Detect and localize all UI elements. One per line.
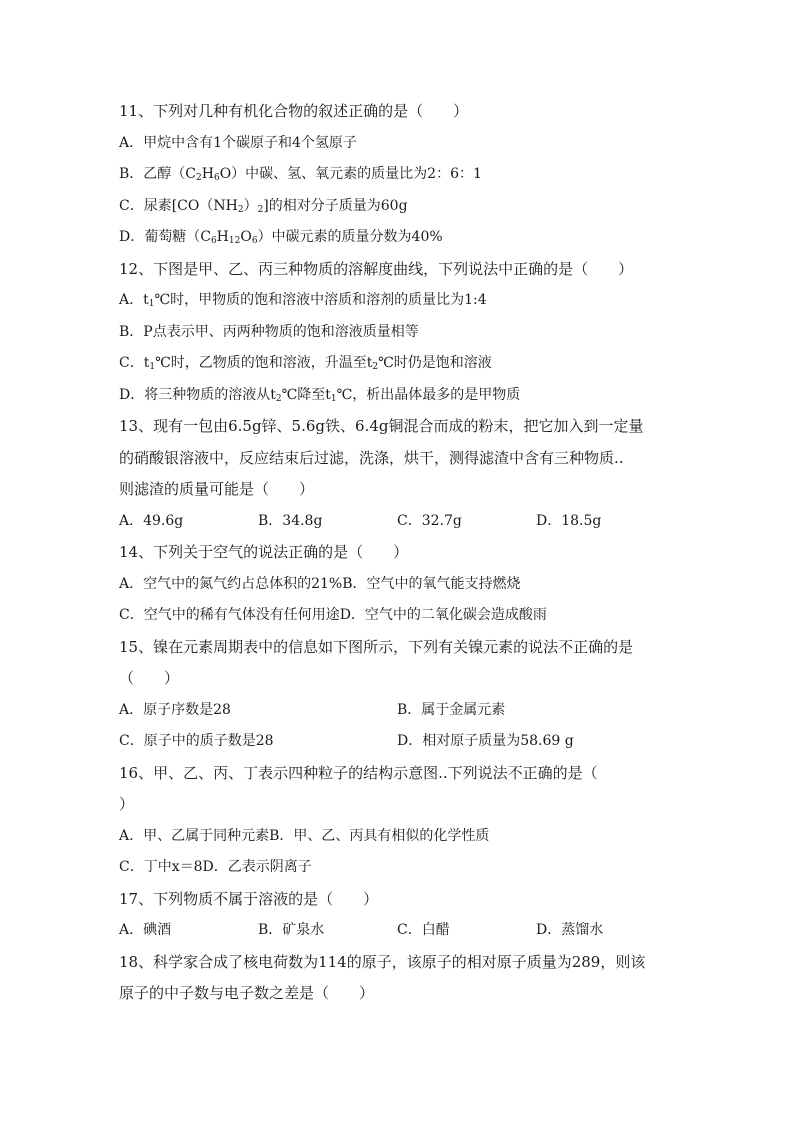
q15-option-d: D．相对原子质量为58.69 g: [397, 733, 574, 749]
q17-option-a: A．碘酒: [119, 922, 172, 938]
q13-stem-line2: 的硝酸银溶液中，反应结束后过滤，洗涤，烘干，测得滤渣中含有三种物质..: [119, 448, 624, 467]
q17-option-b: B．矿泉水: [258, 922, 325, 938]
q13-stem-line3: 则滤渣的质量可能是（ ）: [119, 480, 315, 498]
q18-stem-line1: 18、科学家合成了核电荷数为114的原子，该原子的相对原子质量为289，则该: [119, 952, 646, 971]
q13-option-c: C．32.7g: [397, 512, 462, 529]
question-page: [119, 96, 679, 1010]
q13-option-a: A．49.6g: [119, 512, 184, 529]
q11-option-c: C．尿素$[CO(NH_2)_2]$的相对分子质量为60g: [119, 197, 408, 215]
q12-option-c: C．$t_1℃$时，乙物质的饱和溶液，升温至$t_2℃$时仍是饱和溶液: [119, 355, 492, 372]
q15-option-a: A．原子序数是28: [119, 701, 231, 718]
q16-options-cd: C．丁中x＝8D．乙表示阴离子: [119, 859, 312, 875]
q15-option-b: B．属于金属元素: [397, 701, 506, 718]
q16-stem-line2: ）: [119, 795, 135, 813]
q13-option-d: D．18.5g: [536, 512, 602, 529]
q16-options-ab: A．甲、乙属于同种元素B．甲、乙、丙具有相似的化学性质: [119, 827, 490, 844]
q12-option-a: A．$t_1℃$时，甲物质的饱和溶液中溶质和溶剂的质量比为1:4: [119, 292, 487, 309]
q18-stem-line2: 原子的中子数与电子数之差是（ ）: [119, 984, 375, 1002]
q15-options-row2: [119, 726, 679, 758]
q12-option-b: B．P点表示甲、丙两种物质的饱和溶液质量相等: [119, 323, 419, 340]
q16-stem-line1: 16、甲、乙、丙、丁表示四种粒子的结构示意图..下列说法不正确的是（: [119, 763, 598, 782]
q15-option-c: C．原子中的质子数是28: [119, 733, 274, 749]
q11-stem: 11、下列对几种有机化合物的叙述正确的是（ ）: [119, 102, 469, 120]
q11-option-d: D．葡萄糖$(C_6H_{12}O_6)$中碳元素的质量分数为40%: [119, 229, 443, 246]
q11-option-a: A．甲烷中含有1个碳原子和4个氢原子: [119, 134, 357, 151]
q17-stem: 17、下列物质不属于溶液的是（ ）: [119, 889, 379, 908]
q17-option-d: D．蒸馏水: [536, 922, 604, 938]
q15-options-row1: [119, 695, 679, 727]
q12-option-d: D．将三种物质的溶液从$t_2℃$降至$t_1℃$，析出晶体最多的是甲物质: [119, 386, 521, 404]
q14-options-ab: A．空气中的氮气约占总体积的21%B．空气中的氧气能支持燃烧: [119, 575, 521, 592]
q12-stem: 12、下图是甲、乙、丙三种物质的溶解度曲线，下列说法中正确的是（ ）: [119, 259, 634, 278]
q15-stem-line2: （ ）: [119, 669, 180, 687]
q13-stem-line1: 13、现有一包由6.5g锌、5.6g铁、6.4g铜混合而成的粉末，把它加入到一定量: [119, 417, 644, 435]
q11-option-b: B．乙醇$(C_2H_6O)$中碳、氢、氧元素的质量比为2：6：1: [119, 166, 482, 183]
q13-option-b: B．34.8g: [258, 512, 323, 529]
q17-option-c: C．白醋: [397, 922, 450, 938]
q14-options-cd: C．空气中的稀有气体没有任何用途D．空气中的二氧化碳会造成酸雨: [119, 607, 547, 623]
q13-options: [119, 506, 679, 538]
q17-options: [119, 915, 679, 947]
q15-stem-line1: 15、镍在元素周期表中的信息如下图所示，下列有关镍元素的说法不正确的是: [119, 637, 634, 656]
q14-stem: 14、下列关于空气的说法正确的是（ ）: [119, 543, 409, 561]
